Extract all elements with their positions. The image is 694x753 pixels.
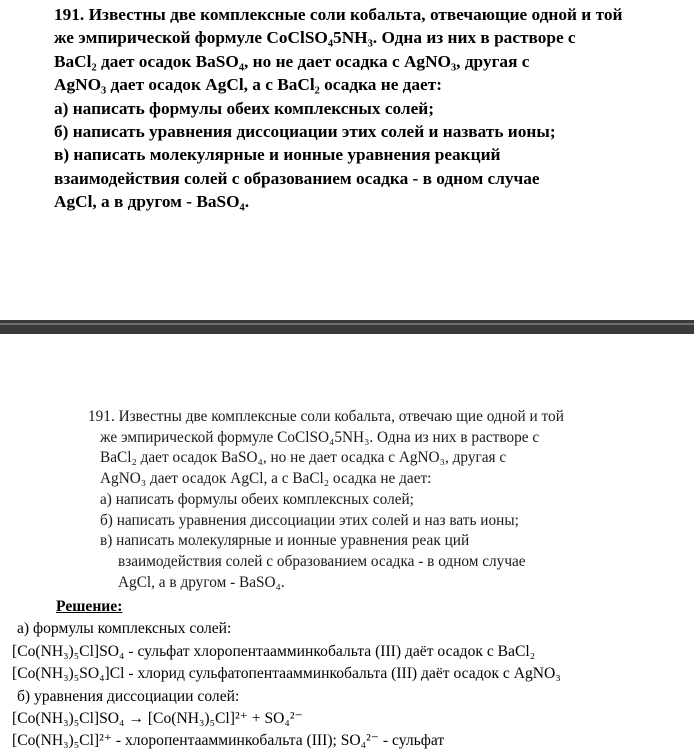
dissociation-eq-1: [Co(NH₃)₅Cl]SO₄ → [Co(NH₃)₅Cl]²⁺ + SO₄²⁻ bbox=[12, 710, 303, 728]
scan-line: взаимодействия солей с образованием осадка - в одном случае bbox=[118, 552, 526, 570]
task-line: б) написать уравнения диссоциации этих солей и назвать ионы; bbox=[54, 122, 556, 142]
task-text-scan bbox=[88, 407, 668, 593]
section-divider bbox=[0, 320, 694, 334]
task-text-bold bbox=[54, 3, 684, 214]
scan-line: в) написать молекулярные и ионные уравнения реак ций bbox=[100, 532, 470, 550]
salt-1: [Co(NH₃)₅Cl]SO₄ - сульфат хлоропентаамминкобальта (III) даёт осадок с BaCl₂ bbox=[12, 642, 536, 660]
scan-line: же эмпирической формуле CoClSO₄5NH₃. Одна из них в растворе с bbox=[100, 428, 540, 446]
task-line: же эмпирической формуле CoClSO₄5NH₃. Одна из них в растворе с bbox=[54, 28, 576, 48]
task-line: AgCl, а в другом - BaSO₄. bbox=[54, 192, 250, 212]
task-line: а) написать формулы обеих комплексных солей; bbox=[54, 98, 435, 118]
scan-line: б) написать уравнения диссоциации этих солей и наз вать ионы; bbox=[100, 511, 519, 529]
ions-description-1: [Co(NH₃)₅Cl]²⁺ - хлоропентаамминкобальта (III); SO₄²⁻ - сульфат bbox=[12, 732, 445, 750]
solution-heading: Решение: bbox=[56, 598, 123, 615]
scan-line: BaCl₂ дает осадок BaSO₄, но не дает осадка с AgNO₃, другая с bbox=[100, 449, 507, 467]
solution-block bbox=[12, 596, 692, 753]
solution-part-b: б) уравнения диссоциации солей: bbox=[17, 687, 240, 705]
scan-line: а) написать формулы обеих комплексных солей; bbox=[100, 490, 414, 508]
task-line: взаимодействия солей с образованием осадка - в одном случае bbox=[54, 168, 540, 188]
scan-line: 191. Известны две комплексные соли кобальта, отвечаю щие одной и той bbox=[88, 408, 564, 425]
task-line: 191. Известны две комплексные соли кобальта, отвечающие одной и той bbox=[54, 5, 623, 24]
salt-2: [Co(NH₃)₅SO₄]Cl - хлорид сульфатопентаамминкобальта (III) даёт осадок с AgNO₃ bbox=[12, 665, 561, 683]
scan-line: AgNO₃ дает осадок AgCl, а с BaCl₂ осадка не дает: bbox=[100, 470, 432, 488]
task-line: AgNO₃ дает осадок AgCl, а с BaCl₂ осадка не дает: bbox=[54, 75, 442, 95]
solution-part-a: а) формулы комплексных солей: bbox=[17, 620, 232, 638]
task-line: BaCl₂ дает осадок BaSO₄, но не дает осадка с AgNO₃, другая с bbox=[54, 51, 530, 71]
task-line: в) написать молекулярные и ионные уравнения реакций bbox=[54, 145, 501, 165]
scan-line: AgCl, а в другом - BaSO₄. bbox=[118, 573, 285, 591]
